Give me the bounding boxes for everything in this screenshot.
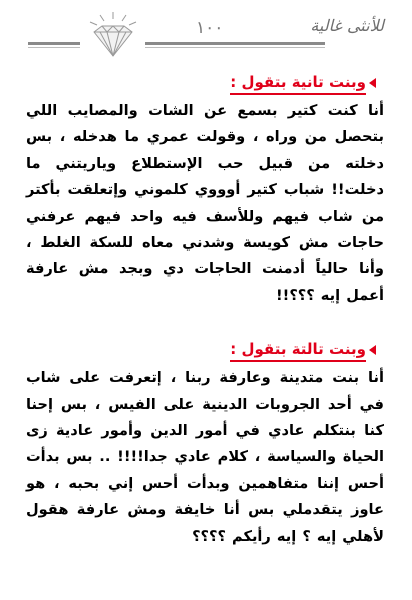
header-rule-left <box>28 42 80 45</box>
section-paragraph: أنا كنت كتير بسمع عن الشات والمصايب اللي بتحصل من وراه ، وقولت عمري ما هدخله ، بس دخلته من قبيل حب الإستطلاع وياريتني ما دخلت!! شباب كتير أوووي كلموني وإتعلقت بأكتر من شاب فيهم وللأسف فيه واحد فيهم عرفني حاجات مش كويسة وشدني معاه للسكة الغلط ، وأنا حالياً أدمنت الحاجات دي وبجد مش عارفة أعمل إيه ؟؟؟!! <box>26 102 384 304</box>
page-header <box>0 0 412 62</box>
book-title: للأنثى غالية <box>310 16 384 35</box>
page-number: ١٠٠ <box>196 18 224 38</box>
header-rule-middle <box>145 42 325 45</box>
section-heading <box>26 70 380 96</box>
arrow-left-icon <box>369 345 376 355</box>
section-heading-text: وبنت تالتة بتقول : <box>230 339 366 362</box>
section-paragraph: أنا بنت متدينة وعارفة ربنا ، إتعرفت على شاب في أحد الجروبات الدينية على الفيس ، بس إحنا كنا بنتكلم عادي في أمور الدين وأمور عادية زى الحياة والسياسة ، كلام عادي جدا!!!! .. بس بدأت أحس إننا متفاهمين وبدأت أحس إني بحبه ، هو عاوز يتقدملي بس أنا خايفة ومش عارفة هقول لأهلي إيه ؟ إيه رأيكم ؟؟؟؟ <box>26 369 384 545</box>
section-heading-text: وبنت تانية بتقول : <box>230 72 366 95</box>
page-content <box>26 64 384 564</box>
arrow-left-icon <box>369 78 376 88</box>
section-heading <box>26 337 380 363</box>
diamond-icon <box>78 10 148 60</box>
